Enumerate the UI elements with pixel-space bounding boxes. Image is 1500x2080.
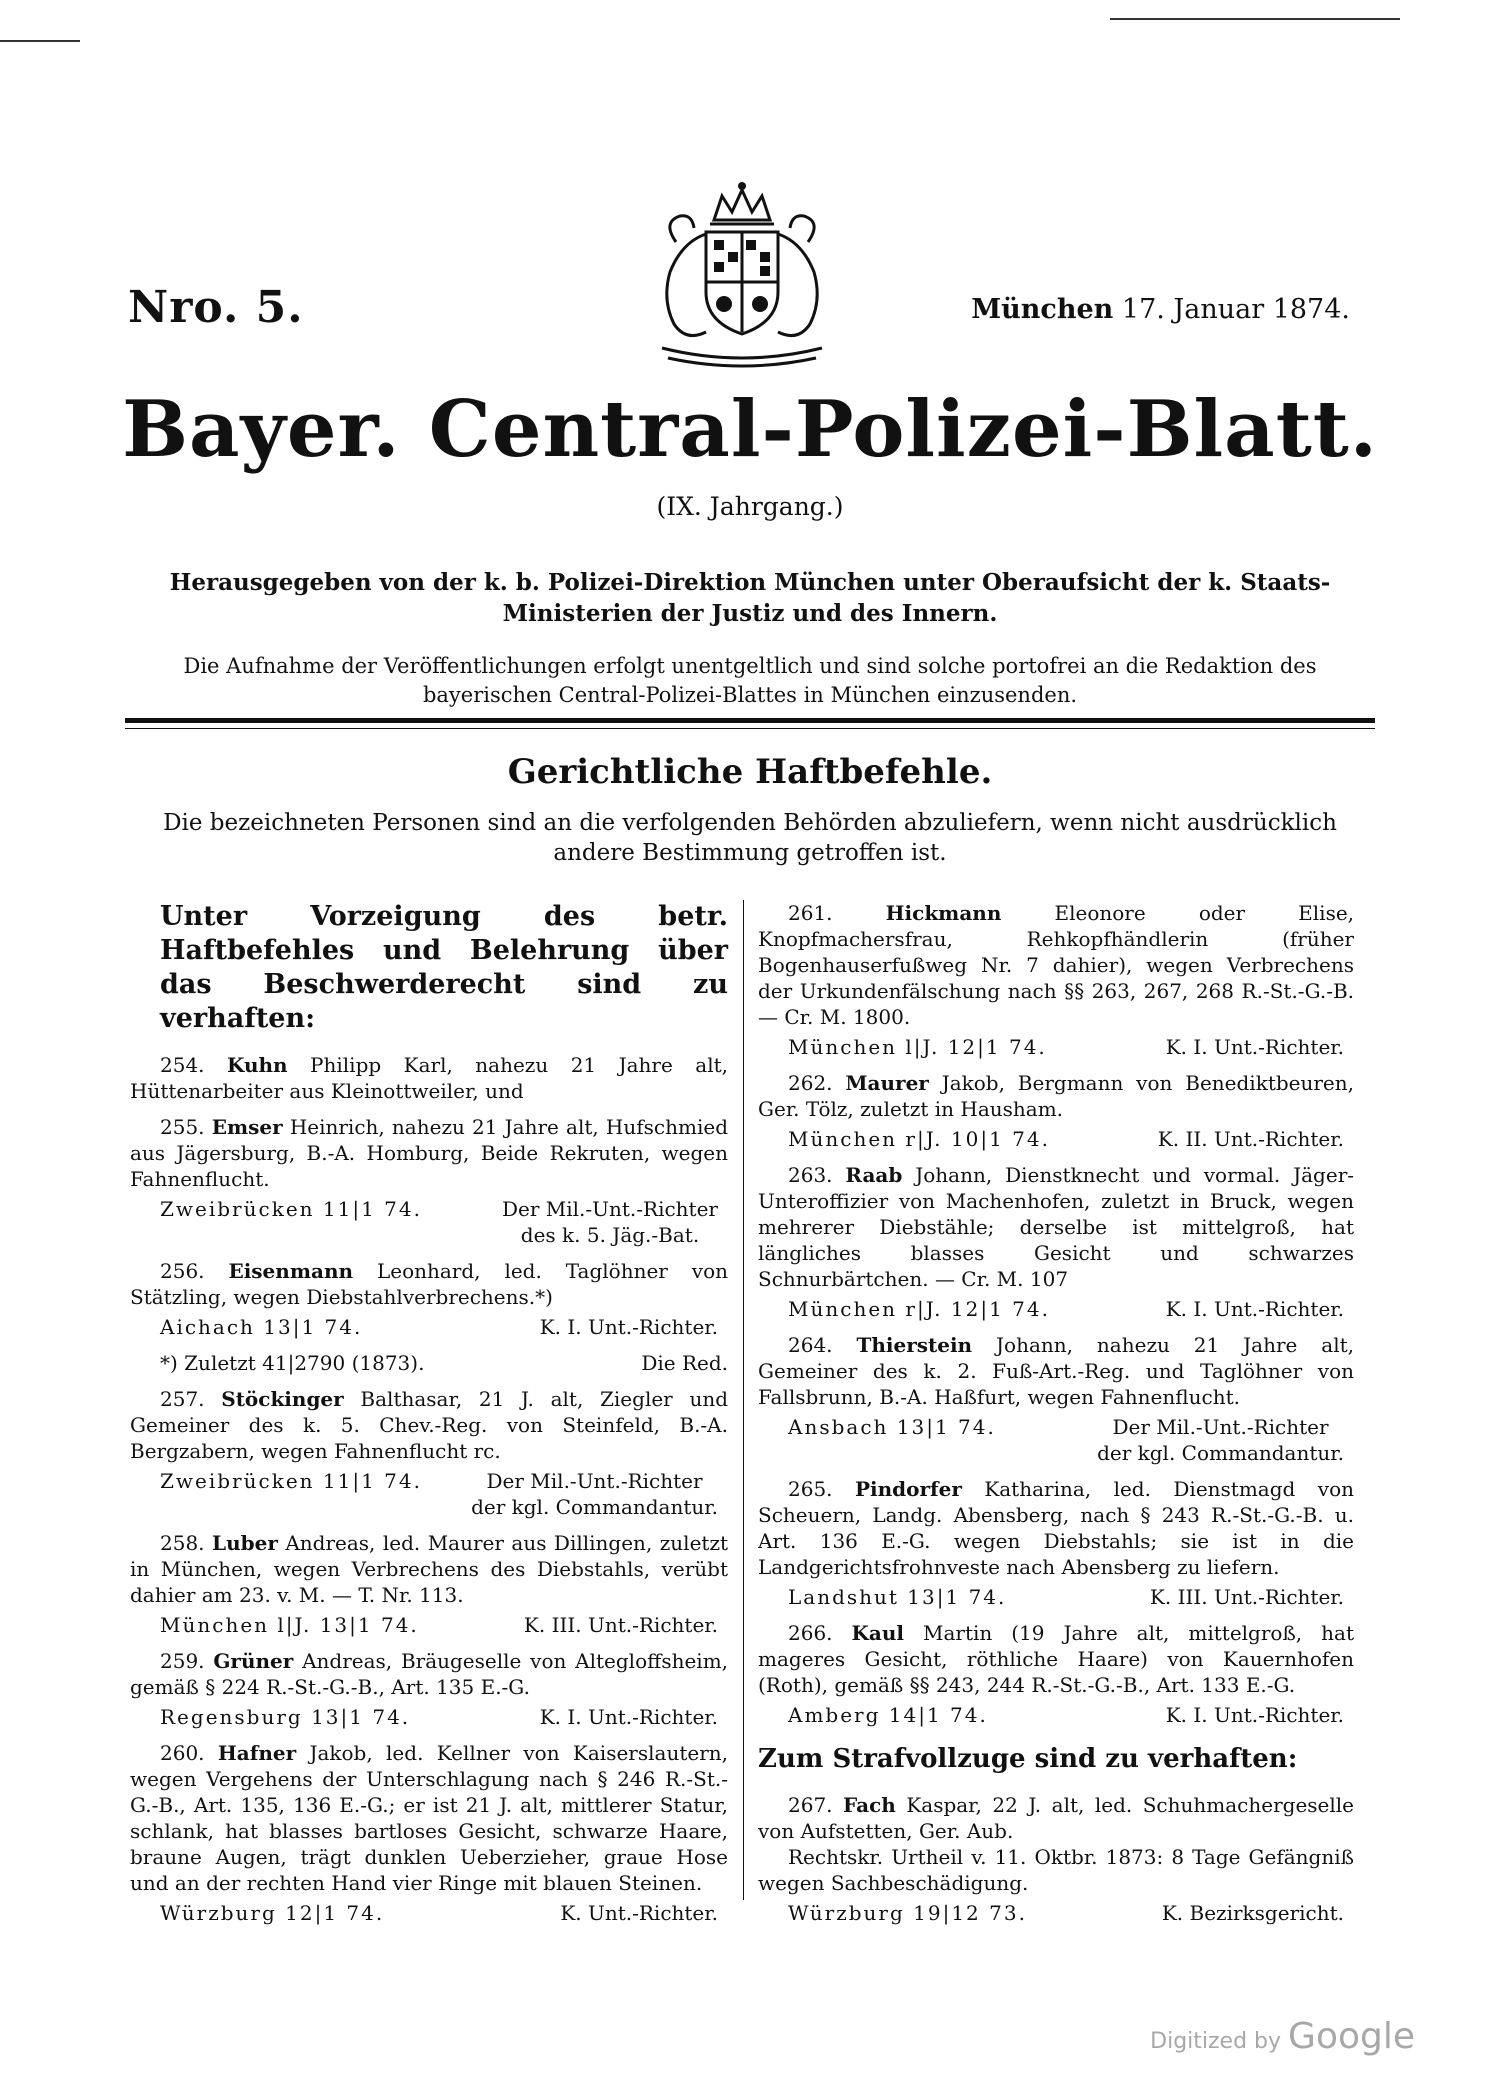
digitized-watermark — [1150, 2016, 1415, 2057]
authority-unit: der kgl. Commandantur. — [471, 1495, 718, 1519]
list-item — [130, 1052, 728, 1104]
entry-judgment: Rechtskr. Urtheil v. 11. Oktbr. 1873: 8 Tage Gefängniß wegen Sachbeschädigung. — [758, 1845, 1354, 1895]
entry-authority — [758, 1414, 1354, 1466]
authority-name: K. Bezirksgericht. — [1161, 1901, 1344, 1925]
authority-name: K. I. Unt.-Richter. — [1165, 1035, 1344, 1059]
entry-text: 260. Hafner Jakob, led. Kellner von Kaiserslautern, wegen Vergehens der Unterschlagung nach § 246 R.-St.-G.-B., Art. 135, 136 E.-G.; er ist 21 J. alt, mittlerer Statur, schlank, hat blasses bartloses Gesicht, schwarze Haare, braune Augen, trägt dunklen Ueberzieher, graue Hose und an der rechten Hand vier Ringe mit blauen Steinen. — [130, 1741, 728, 1895]
divider — [125, 718, 1375, 723]
person-name: Maurer — [845, 1071, 929, 1095]
column-heading: Zum Strafvollzuge sind zu verhaften: — [758, 1744, 1298, 1774]
entry-text: 263. Raab Johann, Dienstknecht und vormal. Jäger-Unteroffizier von Machenhofen, zuletzt in Bruck, wegen mehrerer Diebstähle; derselbe ist mittelgroß, hat längliches blasses Gesicht und schwarzes Schnurbärtchen. — Cr. M. 107 — [758, 1163, 1355, 1291]
person-name: Raab — [845, 1163, 903, 1187]
authority-name: Der Mil.-Unt.-Richter — [501, 1197, 718, 1221]
authority-place: Würzburg 12|1 74. — [160, 1901, 385, 1925]
entry-authority — [130, 1900, 728, 1926]
left-column — [130, 900, 728, 1936]
list-item — [758, 1476, 1354, 1610]
authority-place: Amberg 14|1 74. — [788, 1703, 988, 1727]
list-item — [130, 1530, 728, 1638]
entry-text: 255. Emser Heinrich, nahezu 21 Jahre alt, Hufschmied aus Jägersburg, B.-A. Homburg, Beide Rekruten, wegen Fahnenflucht. — [130, 1115, 728, 1191]
scan-edge-line — [1110, 18, 1400, 20]
entry-authority — [130, 1196, 728, 1248]
list-item — [758, 1162, 1354, 1322]
authority-place: Würzburg 19|12 73. — [788, 1901, 1027, 1925]
person-name: Eisenmann — [228, 1259, 354, 1283]
volume-year: (IX. Jahrgang.) — [656, 492, 844, 521]
person-name: Thierstein — [856, 1333, 973, 1357]
entry-authority — [758, 1702, 1354, 1728]
authority-place: Landshut 13|1 74. — [788, 1585, 1007, 1609]
person-name: Emser — [211, 1115, 283, 1139]
entry-text: 261. Hickmann Eleonore oder Elise, Knopfmachersfrau, Rehkopfhändlerin (früher Bogenhauserfußweg Nr. 7 dahier), wegen Verbrechens der Urkundenfälschung nach §§ 263, 267, 268 R.-St.-G.-B. — Cr. M. 1800. — [758, 901, 1355, 1029]
list-item — [758, 1620, 1354, 1728]
authority-name: Der Mil.-Unt.-Richter — [1112, 1415, 1329, 1439]
entry-authority — [758, 1584, 1354, 1610]
authority-name: K. I. Unt.-Richter. — [539, 1705, 718, 1729]
person-name: Stöckinger — [221, 1387, 344, 1411]
list-item — [758, 900, 1354, 1060]
issue-date — [971, 294, 1350, 325]
entry-authority — [130, 1468, 728, 1520]
person-name: Kaul — [851, 1621, 904, 1645]
entry-text: 254. Kuhn Philipp Karl, nahezu 21 Jahre alt, Hüttenarbeiter aus Kleinottweiler, und — [130, 1053, 729, 1103]
authority-place: München l|J. 12|1 74. — [788, 1035, 1047, 1059]
list-item — [130, 1740, 728, 1926]
column-divider — [743, 900, 744, 1900]
authority-name: K. I. Unt.-Richter. — [539, 1315, 718, 1339]
authority-place: München r|J. 10|1 74. — [788, 1127, 1050, 1151]
person-name: Grüner — [213, 1649, 294, 1673]
entry-text: 266. Kaul Martin (19 Jahre alt, mittelgroß, hat mageres Gesicht, röthliche Haare) von Kauernhofen (Roth), gemäß §§ 243, 244 R.-St.-G.-B., Art. 133 E.-G. — [758, 1621, 1354, 1697]
right-column — [758, 900, 1354, 1936]
entry-text: 259. Grüner Andreas, Bräugeselle von Altegloffsheim, gemäß § 224 R.-St.-G.-B., Art. 135 E.-G. — [130, 1649, 729, 1699]
section-title: Gerichtliche Haftbefehle. — [507, 752, 993, 792]
authority-place: Regensburg 13|1 74. — [160, 1705, 411, 1729]
person-name: Luber — [212, 1531, 278, 1555]
entry-authority — [130, 1704, 728, 1730]
entry-authority — [758, 1900, 1354, 1926]
column-heading: Unter Vorzeigung des betr. Haftbefehles und Belehrung über das Beschwerderecht sind zu verhaften: — [160, 901, 728, 1034]
authority-name: K. I. Unt.-Richter. — [1165, 1703, 1344, 1727]
authority-name: K. III. Unt.-Richter. — [523, 1613, 718, 1637]
entry-text: 264. Thierstein Johann, nahezu 21 Jahre alt, Gemeiner des k. 2. Fuß-Art.-Reg. und Taglöhner von Fallsbrunn, B.-A. Haßfurt, wegen Fahnenflucht. — [758, 1333, 1355, 1409]
person-name: Fach — [843, 1793, 896, 1817]
list-item — [130, 1386, 728, 1520]
issue-number: Nro. 5. — [128, 282, 304, 333]
entry-text: 262. Maurer Jakob, Bergmann von Benediktbeuren, Ger. Tölz, zuletzt in Hausham. — [758, 1071, 1355, 1121]
person-name: Pindorfer — [854, 1477, 962, 1501]
entry-authority — [758, 1296, 1354, 1322]
entry-text: 258. Luber Andreas, led. Maurer aus Dillingen, zuletzt in München, wegen Verbrechens des Diebstahls, verübt dahier am 23. v. M. — T. Nr. 113. — [130, 1531, 729, 1607]
entry-authority — [758, 1034, 1354, 1060]
newspaper-title: Bayer. Central-Polizei-Blatt. — [122, 384, 1378, 475]
authority-place: Zweibrücken 11|1 74. — [160, 1469, 422, 1493]
footnote-text: *) Zuletzt 41|2790 (1873). — [160, 1351, 425, 1375]
entry-authority — [130, 1314, 728, 1340]
publisher-line: Herausgegeben von der k. b. Polizei-Direktion München unter Oberaufsicht der k. Staats-Ministerien der Justiz und des Innern. — [169, 569, 1331, 627]
authority-unit: der kgl. Commandantur. — [1097, 1441, 1344, 1465]
watermark-brand: Google — [1288, 2016, 1415, 2057]
entry-text: 257. Stöckinger Balthasar, 21 J. alt, Ziegler und Gemeiner des k. 5. Chev.-Reg. von Steinfeld, B.-A. Bergzabern, wegen Fahnenflucht rc. — [130, 1387, 729, 1463]
coat-of-arms-icon — [622, 182, 862, 372]
list-item — [130, 1648, 728, 1730]
authority-name: K. I. Unt.-Richter. — [1165, 1297, 1344, 1321]
entry-authority — [130, 1612, 728, 1638]
entry-text: 267. Fach Kaspar, 22 J. alt, led. Schuhmachergeselle von Aufstetten, Ger. Aub. — [758, 1793, 1355, 1843]
person-name: Kuhn — [227, 1053, 288, 1077]
person-name: Hickmann — [885, 901, 1002, 925]
list-item — [758, 1792, 1354, 1926]
authority-place: Zweibrücken 11|1 74. — [160, 1197, 422, 1221]
issue-date-value: 17. Januar 1874. — [1121, 294, 1350, 325]
issue-place: München — [971, 294, 1114, 325]
footnote-source: Die Red. — [641, 1351, 728, 1375]
scan-edge-line — [0, 40, 80, 42]
divider — [125, 728, 1375, 729]
authority-name: K. Unt.-Richter. — [560, 1901, 718, 1925]
watermark-prefix: Digitized by — [1150, 2029, 1282, 2054]
authority-place: Ansbach 13|1 74. — [788, 1415, 996, 1439]
entry-text: 256. Eisenmann Leonhard, led. Taglöhner von Stätzling, wegen Diebstahlverbrechens.*) — [130, 1259, 728, 1309]
authority-name: K. III. Unt.-Richter. — [1149, 1585, 1344, 1609]
authority-place: München l|J. 13|1 74. — [160, 1613, 419, 1637]
list-item — [758, 1070, 1354, 1152]
submission-notice: Die Aufnahme der Veröffentlichungen erfolgt unentgeltlich und sind solche portofrei an die Redaktion des bayerischen Central-Polizei-Blattes in München einzusenden. — [183, 654, 1317, 707]
list-item — [758, 1332, 1354, 1466]
list-item — [130, 1114, 728, 1248]
entry-text: 265. Pindorfer Katharina, led. Dienstmagd von Scheuern, Landg. Abensberg, nach § 243 R.-St.-G.-B. u. Art. 136 E.-G. wegen Diebstahls; sie ist in die Landgerichtsfrohnveste nach Abensberg zu liefern. — [758, 1477, 1354, 1579]
person-name: Hafner — [217, 1741, 297, 1765]
section-intro: Die bezeichneten Personen sind an die verfolgenden Behörden abzuliefern, wenn nicht ausdrücklich andere Bestimmung getroffen ist. — [163, 810, 1337, 866]
authority-name: K. II. Unt.-Richter. — [1157, 1127, 1344, 1151]
list-item — [130, 1258, 728, 1340]
entry-authority — [758, 1126, 1354, 1152]
authority-place: Aichach 13|1 74. — [160, 1315, 363, 1339]
authority-unit: des k. 5. Jäg.-Bat. — [520, 1223, 700, 1247]
footnote — [130, 1350, 728, 1376]
authority-place: München r|J. 12|1 74. — [788, 1297, 1050, 1321]
authority-name: Der Mil.-Unt.-Richter — [486, 1469, 703, 1493]
